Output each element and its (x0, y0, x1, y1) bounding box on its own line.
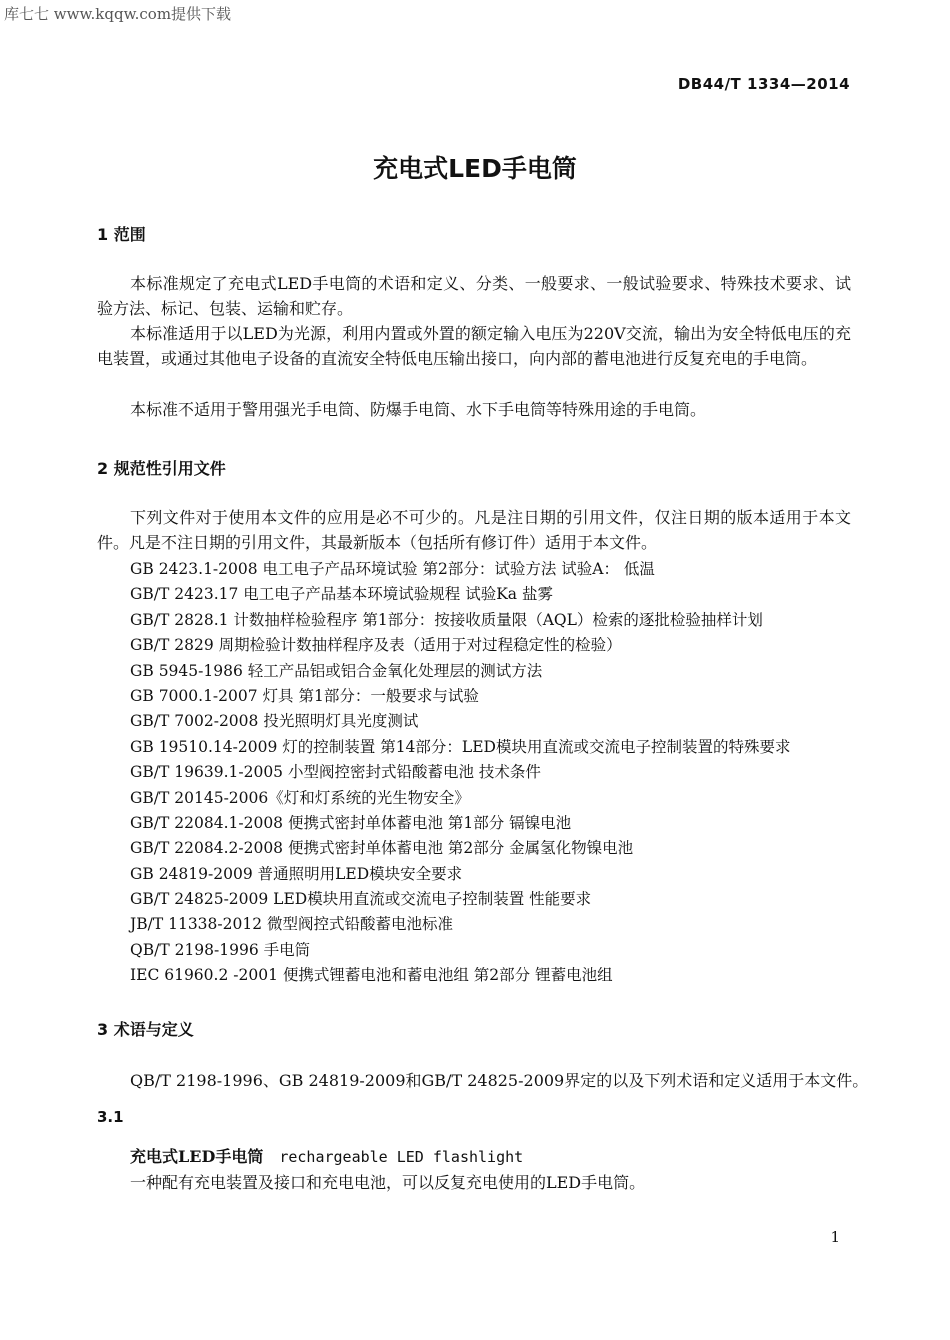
section-1-paragraph: 本标准不适用于警用强光手电筒、防爆手电筒、水下手电筒等特殊用途的手电筒。 (130, 400, 707, 419)
reference-list (130, 557, 790, 989)
page-title: 充电式LED手电筒 (373, 154, 577, 183)
subsection-number: 3.1 (97, 1108, 124, 1126)
term-definition: 一种配有充电装置及接口和充电电池，可以反复充电使用的LED手电筒。 (130, 1173, 646, 1192)
reference-item: GB/T 2423.17 电工电子产品基本环境试验规程 试验Ka 盐雾 (130, 585, 553, 604)
reference-item: GB 2423.1-2008 电工电子产品环境试验 第2部分：试验方法 试验A： 低温 (130, 560, 655, 578)
page-number: 1 (830, 1228, 840, 1246)
reference-item: IEC 61960.2 -2001 便携式锂蓄电池和蓄电池组 第2部分 锂蓄电池组 (130, 966, 613, 985)
reference-item: GB 7000.1-2007 灯具 第1部分：一般要求与试验 (130, 686, 479, 705)
section-3-heading: 3 术语与定义 (97, 1020, 194, 1039)
reference-item: QB/T 2198-1996 手电筒 (130, 940, 311, 959)
reference-item: GB 19510.14-2009 灯的控制装置 第14部分：LED模块用直流或交流电子控制装置的特殊要求 (130, 737, 791, 756)
section-1-paragraph: 本标准适用于以LED为光源，利用内置或外置的额定输入电压为220V交流，输出为安全特低电压的充电装置，或通过其他电子设备的直流安全特低电压输出接口，向内部的蓄电池进行反复充电的手电筒。 (97, 324, 851, 368)
section-1-paragraph: 本标准规定了充电式LED手电筒的术语和定义、分类、一般要求、一般试验要求、特殊技术要求、试验方法、标记、包装、运输和贮存。 (97, 274, 851, 318)
reference-item: GB/T 22084.2-2008 便携式密封单体蓄电池 第2部分 金属氢化物镍电池 (130, 839, 634, 858)
watermark: 库七七 www.kqqw.com提供下载 (4, 5, 232, 23)
reference-item: GB/T 2828.1 计数抽样检验程序 第1部分：按接收质量限（AQL）检索的逐批检验抽样计划 (130, 610, 763, 629)
section-2-heading: 2 规范性引用文件 (97, 459, 226, 478)
reference-item: GB/T 20145-2006《灯和灯系统的光生物安全》 (130, 788, 470, 807)
reference-item: GB/T 7002-2008 投光照明灯具光度测试 (130, 712, 419, 731)
document-number: DB44/T 1334—2014 (677, 75, 850, 93)
reference-item: GB 24819-2009 普通照明用LED模块安全要求 (130, 864, 463, 883)
section-2-intro: 下列文件对于使用本文件的应用是必不可少的。凡是注日期的引用文件，仅注日期的版本适用于本文件。凡是不注日期的引用文件，其最新版本（包括所有修订件）适用于本文件。 (97, 508, 851, 552)
reference-item: GB 5945-1986 轻工产品铝或铝合金氧化处理层的测试方法 (130, 661, 543, 680)
reference-item: GB/T 22084.1-2008 便携式密封单体蓄电池 第1部分 镉镍电池 (130, 813, 572, 832)
reference-item: GB/T 24825-2009 LED模块用直流或交流电子控制装置 性能要求 (130, 890, 592, 909)
reference-item: JB/T 11338-2012 微型阀控式铅酸蓄电池标准 (130, 915, 454, 934)
term-en: rechargeable LED flashlight (279, 1148, 524, 1166)
reference-item: GB/T 19639.1-2005 小型阀控密封式铅酸蓄电池 技术条件 (130, 763, 541, 782)
term-heading (130, 1144, 523, 1167)
term-zh: 充电式LED手电筒 (130, 1147, 264, 1166)
section-3-intro: QB/T 2198-1996、GB 24819-2009和GB/T 24825-2009界定的以及下列术语和定义适用于本文件。 (130, 1071, 869, 1090)
section-1-heading: 1 范围 (97, 225, 146, 244)
reference-item: GB/T 2829 周期检验计数抽样程序及表（适用于对过程稳定性的检验） (130, 636, 622, 655)
